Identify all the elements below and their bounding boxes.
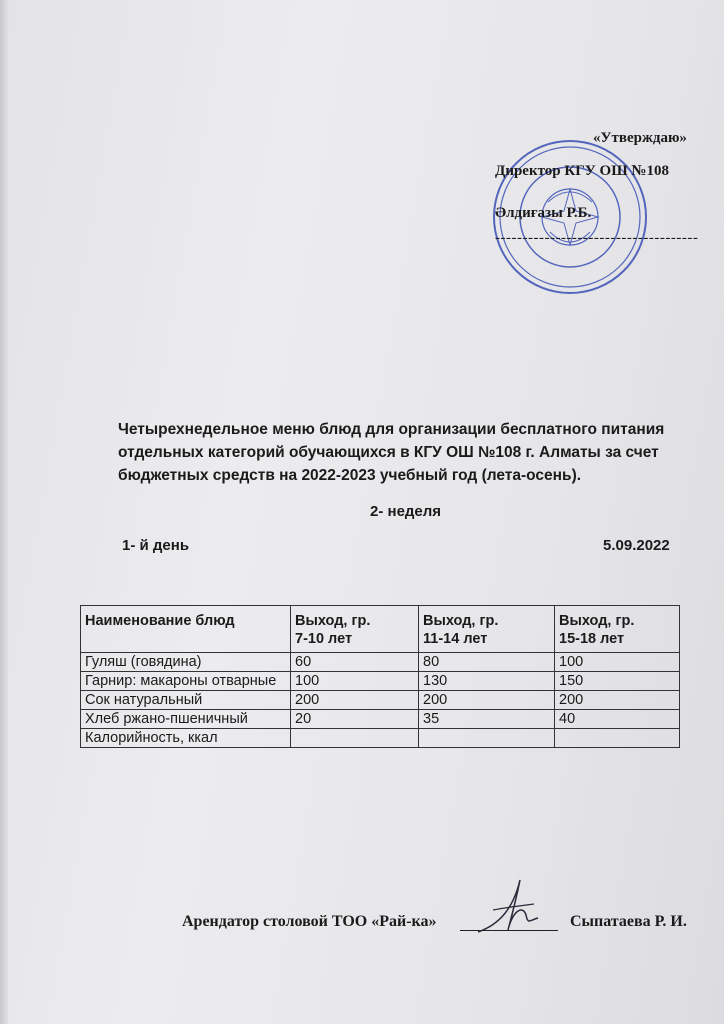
- cell-value: 100: [291, 672, 419, 691]
- table-row: [81, 691, 680, 710]
- header-age-7-10: [291, 606, 419, 653]
- date-label: 5.09.2022: [603, 537, 670, 554]
- menu-table: [80, 605, 680, 748]
- header-line2: 11-14 лет: [423, 631, 488, 647]
- document-title: Четырехнедельное меню блюд для организации бесплатного питания отдельных категорий обучающихся в КГУ ОШ №108 г. Алматы за счет бюджетных средств на 2022-2023 учебный год (лета-осень).: [118, 421, 665, 484]
- cell-value: 35: [419, 710, 555, 729]
- cell-value: [419, 729, 555, 748]
- cell-dish: Сок натуральный: [81, 691, 291, 710]
- cell-value: 200: [555, 691, 680, 710]
- table-row: [81, 672, 680, 691]
- table-row: [81, 729, 680, 748]
- cell-value: [291, 729, 419, 748]
- handwritten-signature-icon: [468, 870, 548, 945]
- day-label: 1- й день: [122, 537, 190, 554]
- cell-value: 150: [555, 672, 680, 691]
- footer-name: Сыпатаева Р. И.: [570, 913, 687, 930]
- header-line1: Выход, гр.: [295, 613, 371, 629]
- cell-dish: Гарнир: макароны отварные: [81, 672, 291, 691]
- week-label: 2- неделя: [370, 503, 442, 520]
- table-header-row: [81, 606, 680, 653]
- footer-tenant: Арендатор столовой ТОО «Рай-ка»: [182, 913, 437, 930]
- header-line2: 7-10 лет: [295, 631, 353, 647]
- approval-title: «Утверждаю»: [593, 130, 687, 146]
- header-age-15-18: [555, 606, 680, 653]
- table-row: [81, 710, 680, 729]
- cell-value: 60: [291, 653, 419, 672]
- cell-value: 200: [419, 691, 555, 710]
- cell-value: 80: [419, 653, 555, 672]
- approval-position: Директор КГУ ОШ №108: [495, 163, 670, 179]
- header-dish-label: Наименование блюд: [85, 613, 235, 629]
- cell-value: 40: [555, 710, 680, 729]
- page-fold-shadow: [0, 0, 8, 1024]
- header-line2: 15-18 лет: [559, 631, 625, 647]
- approval-name: Әлдиғазы Р.Б.: [495, 205, 592, 221]
- approval-signature-line: -------------------------------------: [495, 230, 699, 246]
- cell-value: 100: [555, 653, 680, 672]
- cell-dish: Калорийность, ккал: [81, 729, 291, 748]
- cell-value: [555, 729, 680, 748]
- table-row: [81, 653, 680, 672]
- header-dish: [81, 606, 291, 653]
- header-line1: Выход, гр.: [559, 613, 635, 629]
- cell-value: 200: [291, 691, 419, 710]
- cell-value: 20: [291, 710, 419, 729]
- cell-dish: Хлеб ржано-пшеничный: [81, 710, 291, 729]
- header-age-11-14: [419, 606, 555, 653]
- header-line1: Выход, гр.: [423, 613, 499, 629]
- cell-value: 130: [419, 672, 555, 691]
- cell-dish: Гуляш (говядина): [81, 653, 291, 672]
